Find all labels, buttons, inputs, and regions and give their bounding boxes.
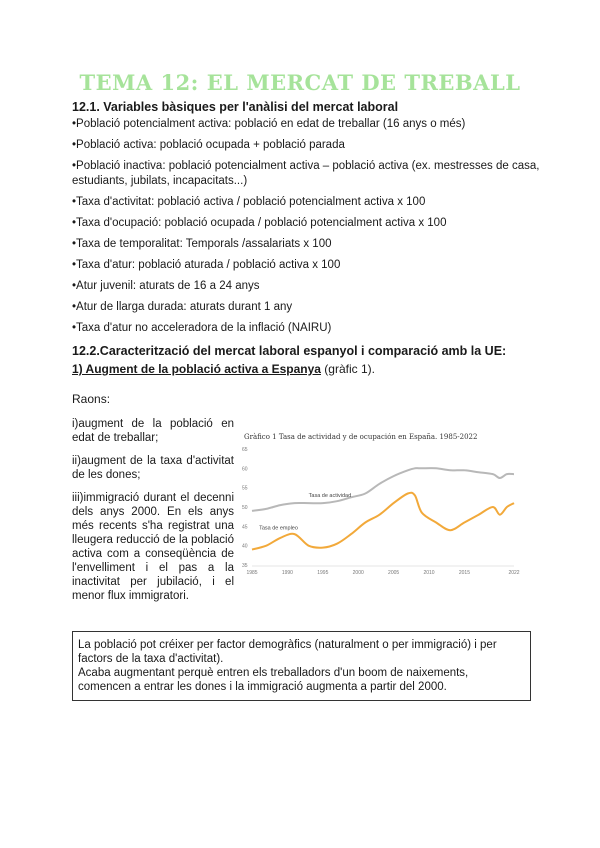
list-item: •Taxa de temporalitat: Temporals /assalariats x 100 [72,238,332,250]
employment-rate-line [252,493,514,550]
x-tick-label: 2010 [423,570,435,576]
y-tick-label: 50 [242,505,248,511]
reason-item: ii)augment de la taxa d'activitat de les dones; [72,455,234,481]
x-tick-label: 2000 [352,570,364,576]
list-item: •Població inactiva: població potencialment activa – població activa (ex. mestresses de casa, estudiants, jubilats, incapacitats...) [72,160,540,187]
variables-list [72,117,542,342]
reasons-label: Raons: [72,392,111,406]
x-tick-label: 2005 [388,570,400,576]
x-tick-label: 1995 [317,570,329,576]
reasons-column [72,417,234,612]
subsection-reference: (gràfic 1). [320,362,375,376]
list-item: •Població potencialment activa: població en edat de treballar (16 anys o més) [72,118,466,130]
x-tick-label: 1985 [246,570,258,576]
list-item: •Taxa d'atur no acceleradora de la inflació (NAIRU) [72,322,332,334]
list-item: •Població activa: població ocupada + població parada [72,139,345,151]
list-item: •Taxa d'ocupació: població ocupada / població potencialment activa x 100 [72,217,447,229]
series-label-activity: Tasa de actividad [308,492,352,499]
summary-note-box [72,631,531,701]
series-label-employment: Tasa de empleo [259,525,298,532]
y-tick-label: 40 [242,543,248,550]
y-tick-label: 55 [242,485,248,492]
list-item: •Taxa d'activitat: població activa / població potencialment activa x 100 [72,196,426,208]
reason-item: i)augment de la població en edat de treballar; [72,418,234,444]
reason-item: iii)immigració durant el decenni dels anys 2000. En els anys més recents s'ha registrat una lleugera reducció de la població activa com a conseqüència de l'envelliment i el pas a la inactivitat per jubilació, i el menor flux immigratori. [72,492,234,602]
x-tick-label: 1990 [281,570,293,576]
document-title: TEMA 12: EL MERCAT DE TREBALL [79,70,521,95]
list-item: •Atur juvenil: aturats de 16 a 24 anys [72,280,260,292]
activity-employment-chart [242,427,522,577]
y-tick-label: 35 [242,563,248,569]
subsection-heading [72,362,375,376]
subsection-title: 1) Augment de la població activa a Espanya [72,362,321,376]
x-tick-label: 2015 [458,570,470,576]
list-item: •Atur de llarga durada: aturats durant 1 any [72,301,293,313]
section-2-heading: 12.2.Caracterització del mercat laboral espanyol i comparació amb la UE: [72,344,507,358]
activity-rate-line [252,468,514,511]
y-tick-label: 60 [242,466,248,473]
list-item: •Taxa d'atur: població aturada / població activa x 100 [72,259,341,271]
section-1-heading: 12.1. Variables bàsiques per l'anàlisi del mercat laboral [72,100,399,114]
note-paragraph: Acaba augmentant perquè entren els treballadors d'un boom de naixements, comencen a entrar les dones i la immigració augmenta a partir del 2000. [78,667,469,693]
x-tick-label: 2022 [508,570,520,576]
note-paragraph: La població pot créixer per factor demogràfics (naturalment o per immigració) i per factors de la taxa d'activitat). [78,639,497,665]
chart-title: Gràfico 1 Tasa de actividad y de ocupación en España. 1985-2022 [244,433,478,441]
y-tick-label: 45 [242,524,248,531]
y-tick-label: 65 [242,447,248,453]
